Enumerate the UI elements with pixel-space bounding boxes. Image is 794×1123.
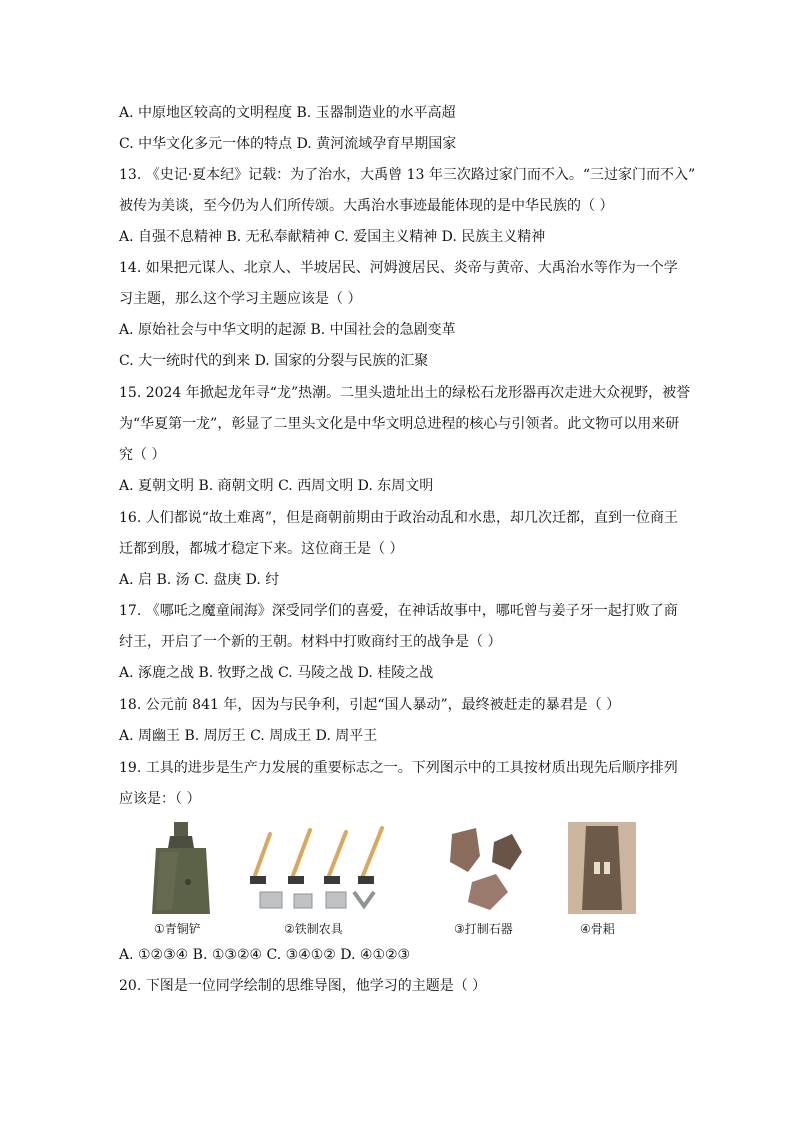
q15-options: A. 夏朝文明 B. 商朝文明 C. 西周文明 D. 东周文明 [119,478,434,494]
q16-stem-line-2: 迁都到殷，都城才稳定下来。这位商王是（ ） [119,541,404,557]
caption-iron-tools: ②铁制农具 [284,922,343,936]
q14-options-line-1: A. 原始社会与中华文明的起源 B. 中国社会的急剧变革 [119,322,456,338]
q12-options-line-1: A. 中原地区较高的文明程度 B. 玉器制造业的水平高超 [119,105,456,121]
q13-options: A. 自强不息精神 B. 无私奉献精神 C. 爱国主义精神 D. 民族主义精神 [119,229,546,245]
q14-stem-line-2: 习主题，那么这个学习主题应该是（ ） [119,291,362,307]
q17-stem-line-1: 17. 《哪吒之魔童闹海》深受同学们的喜爱，在神话故事中，哪吒曾与姜子牙一起打败了商 [119,603,678,619]
q19-stem-line-2: 应该是：（ ） [119,791,201,807]
q15-stem-line-2: 为“华夏第一龙”，彰显了二里头文化是中华文明总进程的核心与引领者。此文物可以用来研 [119,416,680,432]
caption-stone-tools: ③打制石器 [454,922,513,936]
q17-options: A. 涿鹿之战 B. 牧野之战 C. 马陵之战 D. 桂陵之战 [119,665,434,681]
q14-options-line-2: C. 大一统时代的到来 D. 国家的分裂与民族的汇聚 [119,353,429,369]
q19-options: A. ①②③④ B. ①③②④ C. ③④①② D. ④①②③ [119,947,411,963]
q19-stem-line-1: 19. 工具的进步是生产力发展的重要标志之一。下列图示中的工具按材质出现先后顺序排列 [119,760,678,776]
stone-tools-image [446,822,530,912]
bone-spade-image [568,822,636,914]
q13-stem-line-2: 被传为美谈，至今仍为人们所传颂。大禹治水事迹最能体现的是中华民族的（ ） [119,198,614,214]
q15-stem-line-1: 15. 2024 年掀起龙年寻“龙”热潮。二里头遗址出土的绿松石龙形器再次走进大众视野，被誉 [119,385,691,401]
q16-options: A. 启 B. 汤 C. 盘庚 D. 纣 [119,572,280,588]
q17-stem-line-2: 纣王，开启了一个新的王朝。材料中打败商纣王的战争是（ ） [119,634,502,650]
q18-options: A. 周幽王 B. 周厉王 C. 周成王 D. 周平王 [119,728,378,744]
caption-bronze-shovel: ①青铜铲 [154,922,201,936]
q18-stem: 18. 公元前 841 年，因为与民争利，引起“国人暴动”，最终被赶走的暴君是（ ） [119,697,621,713]
bronze-shovel-image [148,822,214,914]
q14-stem-line-1: 14. 如果把元谋人、北京人、半坡居民、河姆渡居民、炎帝与黄帝、大禹治水等作为一个学 [119,260,678,276]
q19-tool-figures [140,822,640,938]
q20-stem: 20. 下图是一位同学绘制的思维导图，他学习的主题是（ ） [119,978,487,994]
q13-stem-line-1: 13. 《史记·夏本纪》记载：为了治水，大禹曾 13 年三次路过家门而不入。“三过家门而不入” [119,167,696,183]
q12-options-line-2: C. 中华文化多元一体的特点 D. 黄河流域孕育早期国家 [119,136,457,152]
caption-bone-spade: ④骨耜 [580,922,615,936]
q16-stem-line-1: 16. 人们都说“故土难离”，但是商朝前期由于政治动乱和水患，却几次迁都，直到一位商王 [119,510,679,526]
iron-tools-image [246,822,388,918]
q15-stem-line-3: 究（ ） [119,447,166,463]
